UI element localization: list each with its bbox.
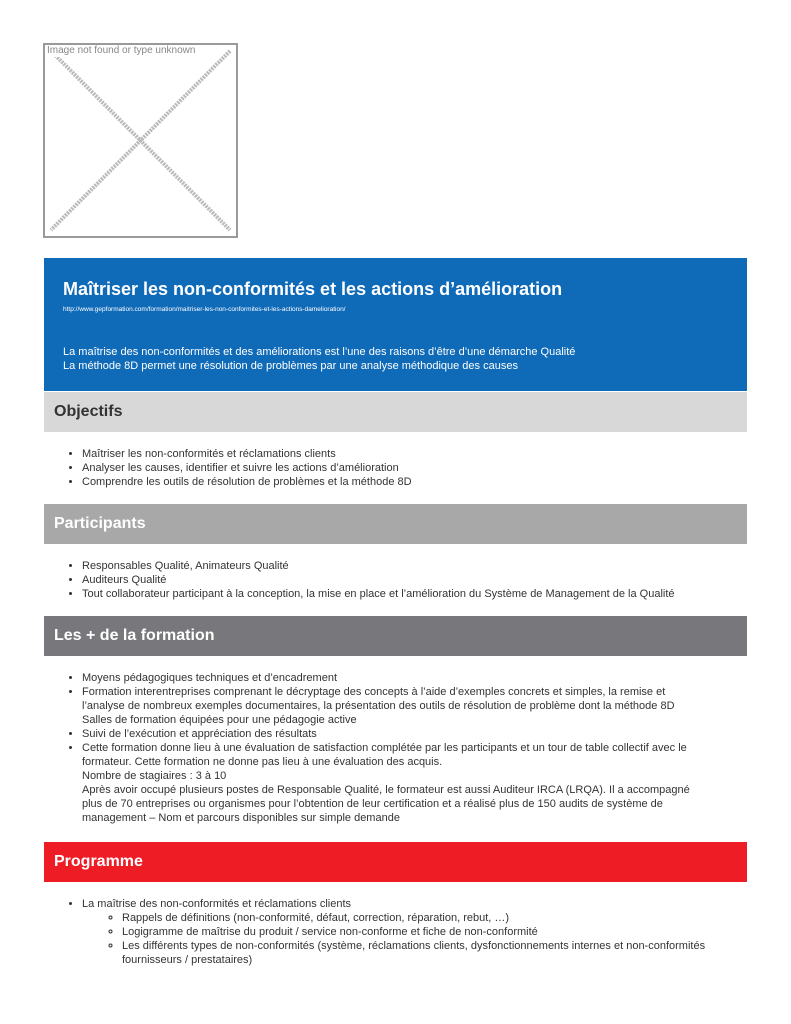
list-item-line: plus de 70 entreprises ou organismes pour l’obtention de leur certification et a réalisé plus de 150 audits de système de (82, 798, 663, 810)
list-item-line: • Cette formation donne lieu à une évaluation de satisfaction complétée par les participants et un tour de table collectif avec le (82, 742, 687, 754)
course-intro (63, 345, 728, 373)
list-item (82, 685, 734, 727)
broken-image-placeholder (43, 43, 238, 238)
broken-image-alt-text: Image not found or type unknown (47, 45, 196, 56)
objectifs-list (44, 447, 734, 489)
list-item-line: formateur. Cette formation ne donne pas lieu à une évaluation des acquis. (82, 756, 443, 768)
list-item: • Responsables Qualité, Animateurs Qualité (82, 559, 734, 573)
sub-list-item-line: fournisseurs / prestataires) (122, 954, 253, 966)
list-item: • Suivi de l’exécution et appréciation des résultats (82, 727, 734, 741)
section-heading-plus: Les + de la formation (44, 616, 747, 656)
list-item-line: Après avoir occupé plusieurs postes de Responsable Qualité, le formateur est aussi Auditeur IRCA (LRQA). Il a accompagné (82, 784, 690, 796)
sub-list-item (122, 939, 734, 967)
list-item: • Analyser les causes, identifier et suivre les actions d’amélioration (82, 461, 734, 475)
list-item-label: La maîtrise des non-conformités et réclamations clients (82, 898, 352, 910)
section-heading-objectifs: Objectifs (44, 392, 747, 432)
list-item: • Moyens pédagogiques techniques et d’encadrement (82, 671, 734, 685)
list-item-line: • Formation interentreprises comprenant le décryptage des concepts à l’aide d’exemples concrets et simples, la remise et (82, 686, 666, 698)
intro-line: La maîtrise des non-conformités et des améliorations est l’une des raisons d’être d’une démarche Qualité (63, 346, 576, 358)
list-item-line: l’analyse de nombreux exemples documentaires, la présentation des outils de résolution de problème dont la méthode 8D (82, 700, 675, 712)
plus-list (44, 671, 734, 825)
participants-list (44, 559, 734, 601)
list-item: • Maîtriser les non-conformités et réclamations clients (82, 447, 734, 461)
sub-list-item: ◦ Logigramme de maîtrise du produit / service non-conforme et fiche de non-conformité (122, 925, 734, 939)
sub-list-item-line: ◦ Les différents types de non-conformités (système, réclamations clients, dysfonctionnements internes et non-conformités (122, 940, 706, 952)
list-item-line: Salles de formation équipées pour une pédagogie active (82, 714, 357, 726)
list-item-line: Nombre de stagiaires : 3 à 10 (82, 770, 227, 782)
list-item (82, 897, 734, 967)
section-heading-programme: Programme (44, 842, 747, 882)
course-url[interactable]: http://www.gepformation.com/formation/maitriser-les-non-conformites-et-les-actions-damelioration/ (63, 306, 346, 313)
programme-sub-list (82, 911, 734, 967)
section-heading-participants: Participants (44, 504, 747, 544)
list-item: • Tout collaborateur participant à la conception, la mise en place et l’amélioration du Système de Management de la Qualité (82, 587, 734, 601)
list-item: • Comprendre les outils de résolution de problèmes et la méthode 8D (82, 475, 734, 489)
list-item: • Auditeurs Qualité (82, 573, 734, 587)
course-header (44, 258, 747, 391)
programme-list (44, 897, 734, 967)
broken-image-cross-icon (45, 45, 236, 236)
list-item-line: management – Nom et parcours disponibles sur simple demande (82, 812, 400, 824)
list-item (82, 741, 734, 825)
intro-line: La méthode 8D permet une résolution de problèmes par une analyse méthodique des causes (63, 360, 518, 372)
course-title: Maîtriser les non-conformités et les actions d’amélioration (63, 279, 563, 299)
sub-list-item: ◦ Rappels de définitions (non-conformité, défaut, correction, réparation, rebut, …) (122, 911, 734, 925)
